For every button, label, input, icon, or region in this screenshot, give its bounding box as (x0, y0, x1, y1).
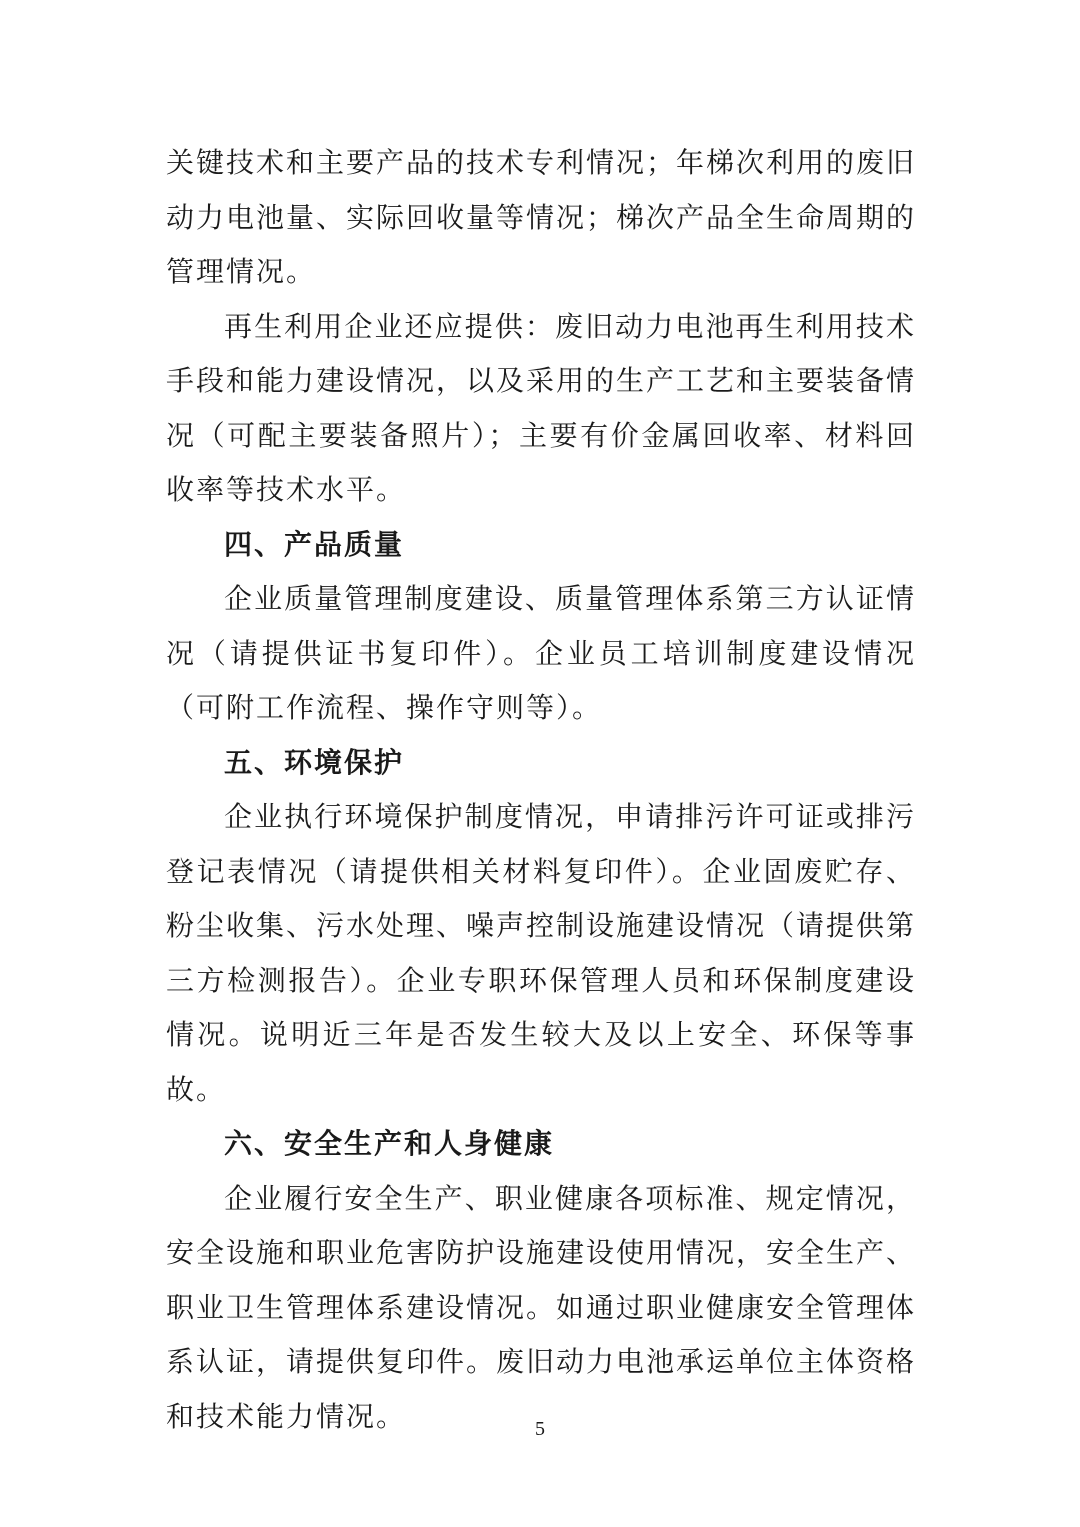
paragraph-safety-health: 企业履行安全生产、职业健康各项标准、规定情况，安全设施和职业危害防护设施建设使用情况，安全生产、职业卫生管理体系建设情况。如通过职业健康安全管理体系认证，请提供复印件。废旧动力电池承运单位主体资格和技术能力情况。 (166, 1181, 917, 1433)
section-heading-environmental-protection: 五、环境保护 (224, 745, 405, 779)
section-heading-product-quality: 四、产品质量 (224, 527, 405, 561)
paragraph-product-quality: 企业质量管理制度建设、质量管理体系第三方认证情况（请提供证书复印件）。企业员工培训制度建设情况（可附工作流程、操作守则等）。 (166, 582, 916, 724)
document-body (166, 136, 916, 1444)
page-number: 5 (535, 1418, 545, 1440)
paragraph-patent-continuation: 关键技术和主要产品的技术专利情况；年梯次利用的废旧动力电池量、实际回收量等情况；梯次产品全生命周期的管理情况。 (166, 146, 917, 288)
paragraph-environmental-protection: 企业执行环境保护制度情况，申请排污许可证或排污登记表情况（请提供相关材料复印件）。企业固废贮存、粉尘收集、污水处理、噪声控制设施建设情况（请提供第三方检测报告）。企业专职环保管理人员和环保制度建设情况。说明近三年是否发生较大及以上安全、环保等事故。 (166, 800, 917, 1106)
section-heading-safety-health: 六、安全生产和人身健康 (224, 1127, 555, 1160)
paragraph-recycling-enterprise: 再生利用企业还应提供：废旧动力电池再生利用技术手段和能力建设情况，以及采用的生产工艺和主要装备情况（可配主要装备照片）；主要有价金属回收率、材料回收率等技术水平。 (166, 309, 917, 506)
